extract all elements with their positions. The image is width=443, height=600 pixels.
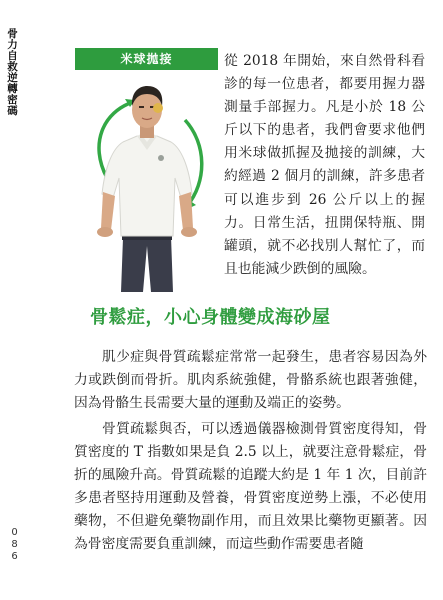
photo-banner-label: 米球拋接 [75,48,218,70]
exercise-photo [75,48,218,292]
intro-paragraph: 從 2018 年開始，來自然骨科看診的每一位患者，都要用握力器測量手部握力。凡是小於 18 公斤以下的患者，我們會要求他們用米球做抓握及拋接的訓練，大約經過 2 個月的訓練，許多患者可以進步到 26 公斤以上的握力。日常生活，扭開保特瓶、開罐頭，就不必找別人幫忙了，而且也能減少跌倒的風險。 [224,53,425,277]
page-number: 086 [9,527,20,563]
body-paragraph-2: 骨質疏鬆與否，可以透過儀器檢測骨質密度得知，骨質密度的 T 指數如果是負 2.5 以上，就要注意骨鬆症，骨折的風險升高。骨質疏鬆的追蹤大約是 1 年 1 次，目前許多患者堅持用運動及營養，骨質密度逆勢上漲，不必使用藥物，不但避免藥物副作用，而且效果比藥物更顯著。因為骨密度需要負重訓練，而這些動作需要患者隨 [74,421,427,553]
body-paragraph-1: 肌少症與骨質疏鬆症常常一起發生，患者容易因為外力或跌倒而骨折。肌肉系統強健，骨骼系統也跟著強健，因為骨骼生長需要大量的運動及端正的姿勢。 [74,349,427,412]
man-tossing-rice-ball-illustration [75,70,218,292]
section-heading: 骨鬆症，小心身體變成海砂屋 [90,307,331,328]
running-book-title: 骨力自救逆轉密碼 [6,28,18,116]
